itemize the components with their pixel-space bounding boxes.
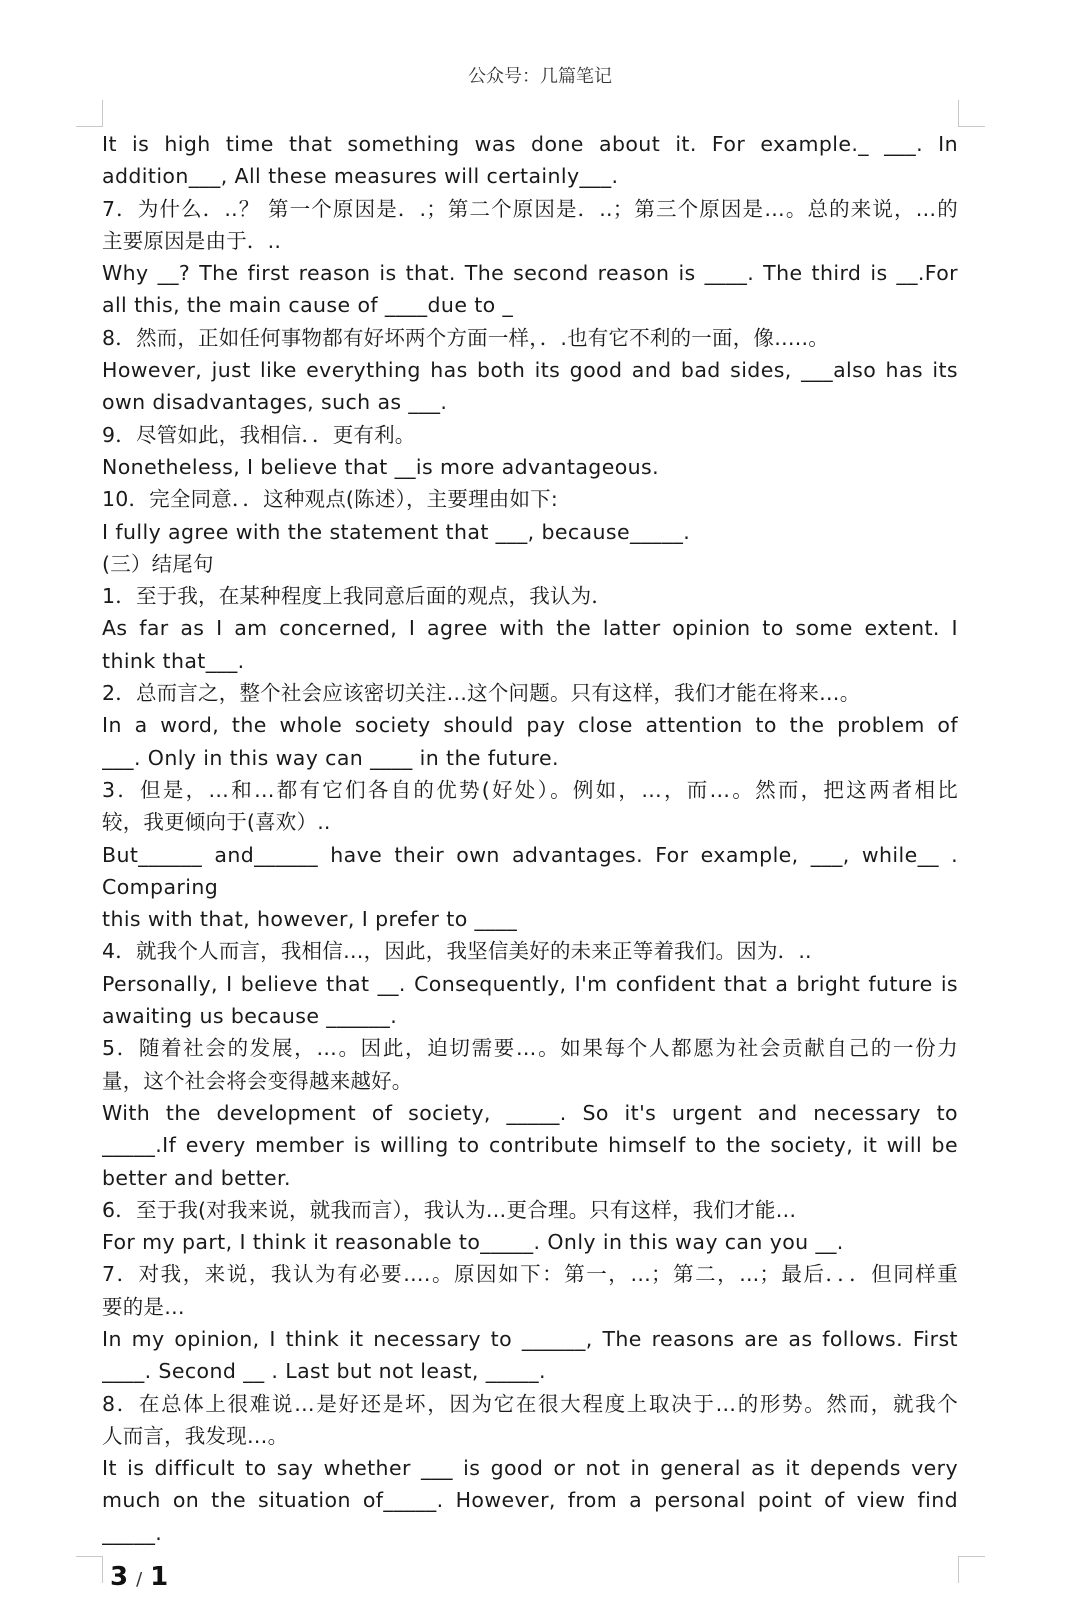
text-line: 4．就我个人而言，我相信…，因此，我坚信美好的未来正等着我们。因为．.. — [102, 939, 812, 964]
text-line: 3．但是，…和…都有它们各自的优势(好处）。例如，…，而…。然而，把这两者相比 — [102, 777, 958, 802]
crop-mark-bottom-left — [76, 1556, 103, 1583]
text-line: It is high time that something was done about it. For example._ ___. In — [102, 132, 958, 156]
page-number — [110, 1562, 168, 1592]
text-line: 较，我更倾向于(喜欢）.. — [102, 810, 331, 835]
text-line: In a word, the whole society should pay close attention to the problem of — [102, 713, 958, 738]
text-line: However, just like everything has both its good and bad sides, ___also has its — [102, 358, 958, 383]
text-line: much on the situation of_____. However, from a personal point of view find — [102, 1488, 958, 1513]
text-line: 5．随着社会的发展，…。因此，迫切需要…。如果每个人都愿为社会贡献自己的一份力 — [102, 1036, 958, 1061]
text-line: Why __? The first reason is that. The second reason is ____. The third is __.For — [102, 261, 958, 286]
text-line: better and better. — [102, 1165, 291, 1190]
text-line: ____. Second __ . Last but not least, _____. — [102, 1359, 546, 1384]
text-line: 8．在总体上很难说…是好还是坏，因为它在很大程度上取决于…的形势。然而，就我个 — [102, 1391, 958, 1416]
page-current: 3 — [110, 1562, 129, 1592]
crop-mark-bottom-right — [958, 1556, 985, 1583]
text-line: this with that, however, I prefer to ____ — [102, 907, 518, 932]
text-line: In my opinion, I think it necessary to ______, The reasons are as follows. First — [102, 1326, 958, 1351]
text-line: 10．完全同意．．这种观点(陈述），主要理由如下: — [102, 487, 558, 512]
text-line: _____. — [102, 1520, 163, 1545]
text-line: 要的是… — [102, 1294, 185, 1319]
text-line: think that___. — [102, 648, 245, 673]
text-line: 9．尽管如此，我相信．．更有利。 — [102, 422, 416, 447]
text-line: Nonetheless, I believe that __is more advantageous. — [102, 454, 660, 479]
document-body — [102, 128, 958, 1549]
text-line: I fully agree with the statement that ___, because_____. — [102, 519, 691, 544]
page-separator: / — [136, 1569, 143, 1590]
text-line: 人而言，我发现…。 — [102, 1423, 289, 1448]
text-line: all this, the main cause of ____due to _ — [102, 293, 514, 318]
text-line: 1．至于我，在某种程度上我同意后面的观点，我认为． — [102, 584, 613, 609]
text-line: It is difficult to say whether ___ is good or not in general as it depends very — [102, 1456, 958, 1481]
text-line: But______ and______ have their own advantages. For example, ___, while__ . — [102, 842, 958, 867]
text-line: 主要原因是由于．.. — [102, 228, 282, 253]
text-line: 7．为什么．..？ 第一个原因是．.；第二个原因是．..；第三个原因是…。总的来说，…的 — [102, 196, 958, 221]
text-line: 6．至于我(对我来说，就我而言），我认为…更合理。只有这样，我们才能… — [102, 1197, 797, 1222]
text-line: 8．然而，正如任何事物都有好坏两个方面一样，．.也有它不利的一面，像…..。 — [102, 325, 829, 350]
text-line: ___. Only in this way can ____ in the future. — [102, 745, 559, 770]
text-line: As far as I am concerned, I agree with the latter opinion to some extent. I — [102, 616, 958, 641]
text-line: For my part, I think it reasonable to_____. Only in this way can you __. — [102, 1230, 844, 1255]
text-line: Personally, I believe that __. Consequently, I'm confident that a bright future is — [102, 971, 958, 996]
text-line: addition___, All these measures will certainly___. — [102, 164, 619, 189]
page-header: 公众号：几篇笔记 — [468, 66, 612, 87]
text-line: With the development of society, _____. So it's urgent and necessary to — [102, 1100, 958, 1125]
crop-mark-top-right — [958, 100, 985, 127]
text-line: 2．总而言之，整个社会应该密切关注…这个问题。只有这样，我们才能在将来…。 — [102, 681, 861, 706]
text-line: 7．对我，来说，我认为有必要….。原因如下：第一，…；第二，...；最后．．．但同样重 — [102, 1262, 958, 1287]
text-line: Comparing — [102, 874, 219, 899]
text-line: 量，这个社会将会变得越来越好。 — [102, 1068, 413, 1093]
page-total: 1 — [150, 1562, 169, 1592]
text-line: own disadvantages, such as ___. — [102, 390, 448, 415]
text-line: awaiting us because ______. — [102, 1004, 398, 1029]
crop-mark-top-left — [76, 100, 103, 127]
text-line: (三）结尾句 — [102, 551, 214, 576]
text-line: _____.If every member is willing to contribute himself to the society, it will be — [102, 1133, 958, 1158]
